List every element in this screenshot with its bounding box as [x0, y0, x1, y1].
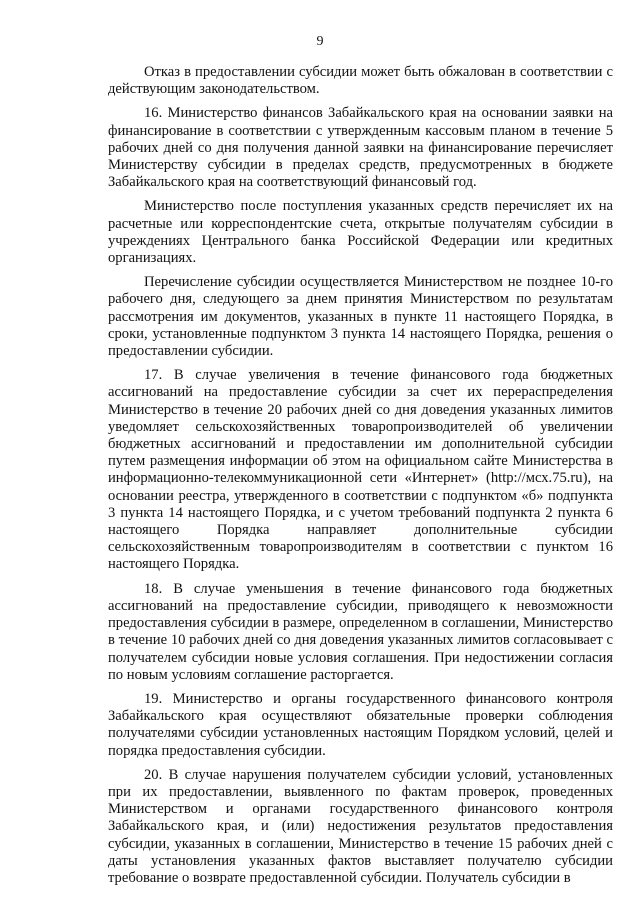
paragraph-19: 19. Министерство и органы государственного финансового контроля Забайкальского края осуществляют обязательные проверки соблюдения получателями субсидии установленных настоящим Порядком условий, целей и порядка предоставления субсидии.	[108, 690, 613, 759]
page-number: 9	[316, 34, 324, 49]
paragraph-17: 17. В случае увеличения в течение финансового года бюджетных ассигнований на предоставление субсидии за счет их перераспределения Министерство в течение 20 рабочих дней со дня доведения указанных лимитов уведомляет сельскохозяйственных товаропроизводителей об увеличении бюджетных ассигнований и предоставлении им дополнительной субсидии путем размещения информации об этом на официальном сайте Министерства в информационно-телекоммуникационной сети «Интернет» (http://мсх.75.ru), на основании реестра, утвержденного в соответствии с подпунктом «б» подпункта 3 пункта 14 настоящего Порядка, и с учетом требований подпункта 2 пункта 6 настоящего Порядка направляет дополнительные субсидии сельскохозяйственным товаропроизводителям в соответствии с пунктом 16 настоящего Порядка.	[108, 367, 613, 573]
paragraph-transfer-deadline: Перечисление субсидии осуществляется Министерством не позднее 10-го рабочего дня, следующего за днем принятия Министерством по результатам рассмотрения им документов, указанных в пункте 11 настоящего Порядка, в сроки, установленные подпунктом 3 пункта 14 настоящего Порядка, решения о предоставлении субсидии.	[108, 274, 613, 360]
paragraph-20: 20. В случае нарушения получателем субсидии условий, установленных при их предоставлении, выявленного по фактам проверок, проведенных Министерством и органами государственного финансового контроля Забайкальского края, и (или) недостижения результатов предоставления субсидии, указанных в соглашении, Министерство в течение 15 рабочих дней с даты установления указанных фактов выставляет получателю субсидии требование о возврате предоставленной субсидии. Получатель субсидии в	[108, 766, 613, 886]
paragraph-appeal: Отказ в предоставлении субсидии может быть обжалован в соответствии с действующим законодательством.	[108, 64, 613, 98]
paragraph-transfer-accounts: Министерство после поступления указанных средств перечисляет их на расчетные или корреспондентские счета, открытые получателям субсидии в учреждениях Центрального банка Российской Федерации или кредитных организациях.	[108, 198, 613, 267]
paragraph-18: 18. В случае уменьшения в течение финансового года бюджетных ассигнований на предоставление субсидии, приводящего к невозможности предоставления субсидии в размере, определенном в соглашении, Министерство в течение 10 рабочих дней со дня доведения указанных лимитов согласовывает с получателем субсидии новые условия соглашения. При недостижении согласия по новым условиям соглашение расторгается.	[108, 580, 613, 683]
paragraph-16: 16. Министерство финансов Забайкальского края на основании заявки на финансирование в соответствии с утвержденным кассовым планом в течение 5 рабочих дней со дня получения данной заявки на финансирование перечисляет Министерству субсидии в пределах средств, предусмотренных в бюджете Забайкальского края на соответствующий финансовый год.	[108, 105, 613, 191]
document-body	[108, 64, 613, 887]
